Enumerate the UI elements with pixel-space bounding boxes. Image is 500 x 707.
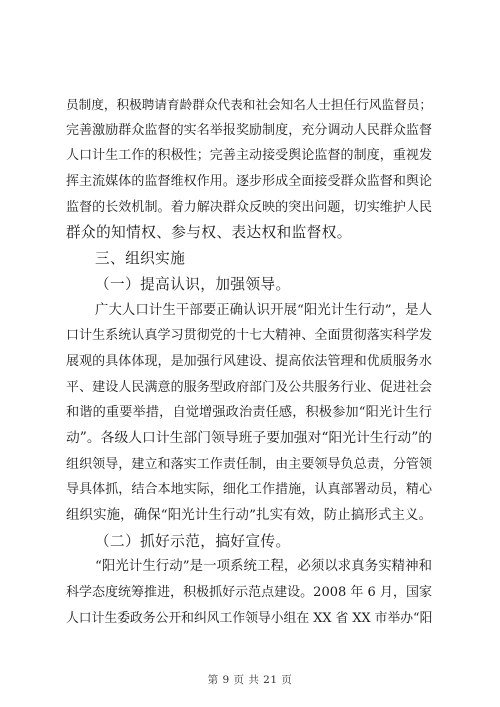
body-line: 科学态度统筹推进，积极抓好示范点建设。2008 年 6 月，国家 — [66, 585, 432, 601]
body-line: 动”。各级人口计生部门领导班子要加强对“阳光计生行动”的 — [66, 429, 433, 446]
body-line: 员制度，积极聘请育龄群众代表和社会知名人士担任行风监督员； — [66, 97, 432, 112]
page-number-footer: 第 9 页 共 21 页 — [207, 674, 293, 686]
subsection-heading: （二）抓好示范，搞好宣传。 — [95, 532, 291, 550]
body-line: 群众的知情权、参与权、表达权和监督权。 — [66, 224, 352, 242]
subsection-heading: （一）提高认识，加强领导。 — [95, 275, 291, 293]
body-line: 平、建设人民满意的服务型政府部门及公共服务行业、促进社会 — [66, 379, 432, 395]
body-line: 挥主流媒体的监督维权作用。逐步形成全面接受群众监督和舆论 — [66, 174, 432, 190]
body-line: 口计生系统认真学习贯彻党的十七大精神、全面贯彻落实科学发 — [66, 328, 432, 344]
body-line: 人口计生工作的积极性；完善主动接受舆论监督的制度，重视发 — [66, 148, 432, 164]
body-line: 导具体抓，结合本地实际，细化工作措施，认真部署动员，精心 — [66, 482, 432, 498]
body-line: 组织领导，建立和落实工作责任制，由主要领导负总责，分管领 — [66, 456, 432, 472]
body-line: 和谐的重要举措，自觉增强政治责任感，积极参加“阳光计生行 — [66, 405, 432, 421]
body-line: 广大人口计生干部要正确认识开展“阳光计生行动”，是人 — [95, 302, 432, 318]
body-line: 人口计生委政务公开和纠风工作领导小组在 XX 省 XX 市举办“阳 — [66, 610, 433, 626]
body-line: 组织实施，确保“阳光计生行动”扎实有效，防止搞形式主义。 — [66, 508, 432, 523]
body-line: 监督的长效机制。着力解决群众反映的突出问题，切实维护人民 — [66, 199, 432, 215]
section-heading: 三、组织实施 — [95, 250, 186, 268]
body-line: “阳光计生行动”是一项系统工程，必须以求真务实精神和 — [95, 559, 432, 575]
body-line: 完善激励群众监督的实名举报奖励制度，充分调动人民群众监督 — [66, 122, 432, 138]
body-line: 展观的具体体现，是加强行风建设、提高依法管理和优质服务水 — [66, 353, 432, 369]
document-body — [66, 92, 432, 631]
